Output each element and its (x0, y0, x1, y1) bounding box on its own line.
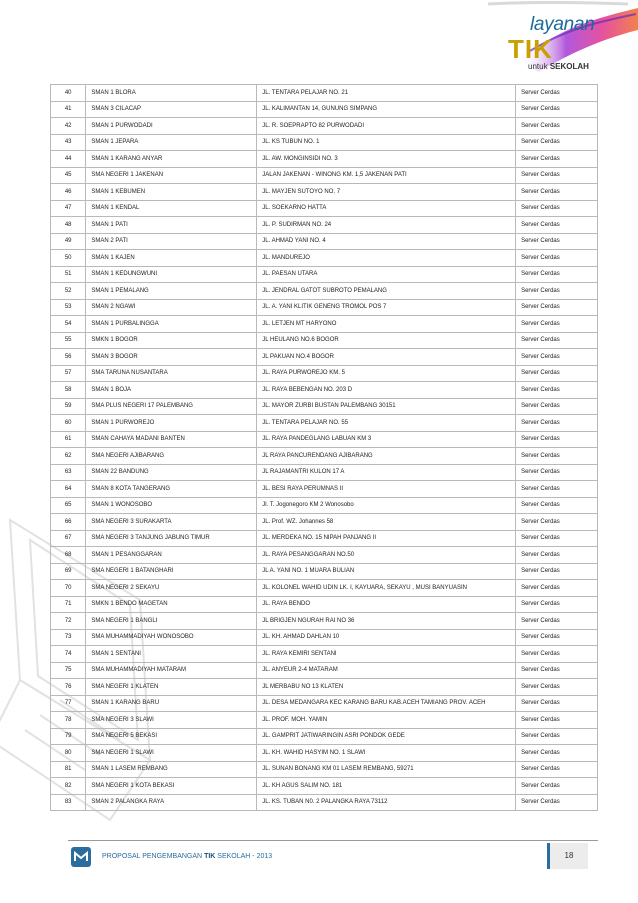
school-address-cell: JL. RAYA KEMIRI SENTANI (257, 646, 516, 663)
school-name-cell: SMAN 1 BOJA (86, 382, 257, 399)
layanan-tik-logo (468, 0, 638, 82)
school-address-cell: JL A. YANI NO. 1 MUARA BULIAN (257, 563, 516, 580)
row-number-cell: 61 (51, 431, 86, 448)
description-cell: Server Cerdas (516, 316, 598, 333)
description-cell: Server Cerdas (516, 332, 598, 349)
footer-prefix: PROPOSAL PENGEMBANGAN (102, 853, 203, 860)
description-cell: Server Cerdas (516, 745, 598, 762)
description-cell: Server Cerdas (516, 794, 598, 811)
school-name-cell: SMAN 1 PEMALANG (86, 283, 257, 300)
school-address-cell: JL. RAYA PURWOREJO KM. 5 (257, 365, 516, 382)
school-name-cell: SMA NEGERI 1 JAKENAN (86, 167, 257, 184)
description-cell: Server Cerdas (516, 200, 598, 217)
school-name-cell: SMA NEGERI AJIBARANG (86, 448, 257, 465)
school-address-cell: JL. KS. TUBAN N0. 2 PALANGKA RAYA 73112 (257, 794, 516, 811)
description-cell: Server Cerdas (516, 580, 598, 597)
footer-suffix: SEKOLAH - 2013 (217, 853, 273, 860)
row-number-cell: 42 (51, 118, 86, 135)
description-cell: Server Cerdas (516, 382, 598, 399)
school-address-cell: JL. RAYA PESANGGARAN NO.50 (257, 547, 516, 564)
table-row (51, 497, 598, 514)
school-name-cell: SMAN 3 BOGOR (86, 349, 257, 366)
school-address-cell: JL. GAMPRIT JATIWARINGIN ASRI PONDOK GEDE (257, 728, 516, 745)
description-cell: Server Cerdas (516, 431, 598, 448)
row-number-cell: 81 (51, 761, 86, 778)
row-number-cell: 43 (51, 134, 86, 151)
table-row (51, 761, 598, 778)
table-row (51, 580, 598, 597)
school-address-cell: JL. LETJEN MT HARYONO (257, 316, 516, 333)
row-number-cell: 60 (51, 415, 86, 432)
school-address-cell: JL. MAYJEN SUTOYO NO. 7 (257, 184, 516, 201)
school-name-cell: SMA NEGERI 3 SLAWI (86, 712, 257, 729)
row-number-cell: 49 (51, 233, 86, 250)
school-address-cell: JL. A. YANI KLITIK GENENG TROMOL POS 7 (257, 299, 516, 316)
description-cell: Server Cerdas (516, 679, 598, 696)
description-cell: Server Cerdas (516, 448, 598, 465)
table-row (51, 481, 598, 498)
school-name-cell: SMA NEGERI 1 KLATEN (86, 679, 257, 696)
school-address-cell: JL. RAYA PANDEGLANG LABUAN KM 3 (257, 431, 516, 448)
school-name-cell: SMA NEGERI 1 BANGLI (86, 613, 257, 630)
school-name-cell: SMA NEGERI 1 BATANGHARI (86, 563, 257, 580)
row-number-cell: 53 (51, 299, 86, 316)
footer-logo-icon (70, 846, 92, 868)
school-address-cell: JL. DESA MEDANGARA KEC KARANG BARU KAB.ACEH TAMIANG PROV. ACEH (257, 695, 516, 712)
row-number-cell: 83 (51, 794, 86, 811)
logo-word: layanan (530, 14, 595, 35)
table-row (51, 745, 598, 762)
school-name-cell: SMA PLUS NEGERI 17 PALEMBANG (86, 398, 257, 415)
table-row (51, 613, 598, 630)
school-name-cell: SMKN 1 BENDO MAGETAN (86, 596, 257, 613)
row-number-cell: 66 (51, 514, 86, 531)
school-name-cell: SMAN 1 KEDUNGWUNI (86, 266, 257, 283)
school-name-cell: SMAN 1 KARANG BARU (86, 695, 257, 712)
row-number-cell: 76 (51, 679, 86, 696)
row-number-cell: 48 (51, 217, 86, 234)
table-row (51, 118, 598, 135)
table-row (51, 794, 598, 811)
school-name-cell: SMAN 1 SENTANI (86, 646, 257, 663)
school-address-cell: JL. R. SOEPRAPTO 82 PURWODADI (257, 118, 516, 135)
row-number-cell: 44 (51, 151, 86, 168)
row-number-cell: 74 (51, 646, 86, 663)
logo-sub-bold: SEKOLAH (549, 62, 589, 71)
description-cell: Server Cerdas (516, 547, 598, 564)
school-address-cell: JL. BESI RAYA PERUMNAS II (257, 481, 516, 498)
school-address-cell: JL. SOEKARNO HATTA (257, 200, 516, 217)
table-row (51, 728, 598, 745)
school-name-cell: SMA NEGERI 3 SURAKARTA (86, 514, 257, 531)
row-number-cell: 65 (51, 497, 86, 514)
school-name-cell: SMAN 1 KENDAL (86, 200, 257, 217)
description-cell: Server Cerdas (516, 101, 598, 118)
table-row (51, 151, 598, 168)
school-name-cell: SMA NEGERI 5 BEKASI (86, 728, 257, 745)
school-name-cell: SMAN 1 PURWODADI (86, 118, 257, 135)
school-name-cell: SMAN 1 PURBALINGGA (86, 316, 257, 333)
table-row (51, 547, 598, 564)
row-number-cell: 46 (51, 184, 86, 201)
footer-proposal-text (102, 853, 272, 860)
description-cell: Server Cerdas (516, 662, 598, 679)
school-name-cell: SMA TARUNA NUSANTARA (86, 365, 257, 382)
row-number-cell: 75 (51, 662, 86, 679)
description-cell: Server Cerdas (516, 398, 598, 415)
description-cell: Server Cerdas (516, 151, 598, 168)
school-address-cell: JL HEULANG NO.6 BOGOR (257, 332, 516, 349)
description-cell: Server Cerdas (516, 134, 598, 151)
school-name-cell: SMA MUHAMMADIYAH MATARAM (86, 662, 257, 679)
school-table (50, 84, 598, 811)
row-number-cell: 68 (51, 547, 86, 564)
school-name-cell: SMAN 1 BLORA (86, 85, 257, 102)
description-cell: Server Cerdas (516, 250, 598, 267)
row-number-cell: 72 (51, 613, 86, 630)
description-cell: Server Cerdas (516, 415, 598, 432)
description-cell: Server Cerdas (516, 761, 598, 778)
table-row (51, 662, 598, 679)
table-row (51, 299, 598, 316)
logo-subtitle (528, 62, 589, 71)
school-address-cell: Jl. T. Jogonegoro KM 2 Wonosobo (257, 497, 516, 514)
table-row (51, 250, 598, 267)
table-row (51, 85, 598, 102)
description-cell: Server Cerdas (516, 217, 598, 234)
description-cell: Server Cerdas (516, 728, 598, 745)
description-cell: Server Cerdas (516, 118, 598, 135)
table-row (51, 316, 598, 333)
school-address-cell: JL. RAYA BEBENGAN NO. 203 D (257, 382, 516, 399)
row-number-cell: 80 (51, 745, 86, 762)
school-address-cell: JL RAYA PANCURENDANG AJIBARANG (257, 448, 516, 465)
school-name-cell: SMAN 3 CILACAP (86, 101, 257, 118)
school-address-cell: JL BRIGJEN NGURAH RAI NO 36 (257, 613, 516, 630)
school-name-cell: SMAN 1 WONOSOBO (86, 497, 257, 514)
table-row (51, 101, 598, 118)
row-number-cell: 79 (51, 728, 86, 745)
row-number-cell: 77 (51, 695, 86, 712)
school-address-cell: JL. PAESAN UTARA (257, 266, 516, 283)
description-cell: Server Cerdas (516, 497, 598, 514)
school-name-cell: SMAN 22 BANDUNG (86, 464, 257, 481)
row-number-cell: 52 (51, 283, 86, 300)
school-name-cell: SMAN 1 LASEM REMBANG (86, 761, 257, 778)
table-row (51, 349, 598, 366)
school-address-cell: JL. JENDRAL GATOT SUBROTO PEMALANG (257, 283, 516, 300)
description-cell: Server Cerdas (516, 299, 598, 316)
school-address-cell: JL RAJAMANTRI KULON 17 A (257, 464, 516, 481)
school-address-cell: JL. SUNAN BONANG KM 01 LASEM REMBANG, 59271 (257, 761, 516, 778)
row-number-cell: 64 (51, 481, 86, 498)
table-row (51, 217, 598, 234)
school-address-cell: JL. TENTARA PELAJAR NO. 21 (257, 85, 516, 102)
table-row (51, 134, 598, 151)
description-cell: Server Cerdas (516, 283, 598, 300)
school-name-cell: SMA NEGERI 2 SEKAYU (86, 580, 257, 597)
table-row (51, 679, 598, 696)
school-name-cell: SMA NEGERI 1 SLAWI (86, 745, 257, 762)
row-number-cell: 54 (51, 316, 86, 333)
description-cell: Server Cerdas (516, 629, 598, 646)
row-number-cell: 56 (51, 349, 86, 366)
table-row (51, 514, 598, 531)
school-table-body (51, 85, 598, 811)
school-name-cell: SMAN 1 PESANGGARAN (86, 547, 257, 564)
school-address-cell: JL PAKUAN NO.4 BOGOR (257, 349, 516, 366)
school-name-cell: SMAN 1 PATI (86, 217, 257, 234)
school-address-cell: JL. MERDEKA NO. 15 NIPAH PANJANG II (257, 530, 516, 547)
school-address-cell: JL. AW. MONGINSIDI NO. 3 (257, 151, 516, 168)
school-address-cell: JL. TENTARA PELAJAR NO. 55 (257, 415, 516, 432)
table-row (51, 382, 598, 399)
school-address-cell: JL. RAYA BENDO (257, 596, 516, 613)
school-name-cell: SMA MUHAMMADIYAH WONOSOBO (86, 629, 257, 646)
school-address-cell: JL. ANYEUR 2-4 MATARAM (257, 662, 516, 679)
row-number-cell: 70 (51, 580, 86, 597)
school-name-cell: SMAN 8 KOTA TANGERANG (86, 481, 257, 498)
logo-sub-prefix: untuk (528, 62, 548, 71)
description-cell: Server Cerdas (516, 646, 598, 663)
school-address-cell: JL. KH. WAHID HASYIM NO. 1 SLAWI (257, 745, 516, 762)
footer-divider (68, 840, 598, 841)
school-address-cell: JL. KH. AHMAD DAHLAN 10 (257, 629, 516, 646)
description-cell: Server Cerdas (516, 778, 598, 795)
footer-tik: TIK (204, 853, 216, 860)
row-number-cell: 73 (51, 629, 86, 646)
school-name-cell: SMAN CAHAYA MADANI BANTEN (86, 431, 257, 448)
description-cell: Server Cerdas (516, 184, 598, 201)
table-row (51, 563, 598, 580)
table-row (51, 200, 598, 217)
table-row (51, 184, 598, 201)
table-row (51, 365, 598, 382)
school-address-cell: JL. KALIMANTAN 14, GUNUNG SIMPANG (257, 101, 516, 118)
school-name-cell: SMAN 2 NGAWI (86, 299, 257, 316)
logo-tik: TIK (508, 34, 553, 64)
table-row (51, 398, 598, 415)
description-cell: Server Cerdas (516, 613, 598, 630)
description-cell: Server Cerdas (516, 167, 598, 184)
row-number-cell: 58 (51, 382, 86, 399)
school-name-cell: SMA NEGERI 3 TANJUNG JABUNG TIMUR (86, 530, 257, 547)
table-row (51, 415, 598, 432)
description-cell: Server Cerdas (516, 530, 598, 547)
table-row (51, 283, 598, 300)
school-address-cell: JL. MANDUREJO (257, 250, 516, 267)
school-address-cell: JL. PROF. MOH. YAMIN (257, 712, 516, 729)
school-name-cell: SMKN 1 BOGOR (86, 332, 257, 349)
table-row (51, 695, 598, 712)
row-number-cell: 71 (51, 596, 86, 613)
school-address-cell: JL. MAYOR ZURBI BUSTAN PALEMBANG 30151 (257, 398, 516, 415)
row-number-cell: 78 (51, 712, 86, 729)
school-name-cell: SMAN 1 KEBUMEN (86, 184, 257, 201)
page-number: 18 (547, 843, 588, 869)
school-address-cell: JL. KOLONEL WAHID UDIN LK. I, KAYUARA, SEKAYU , MUSI BANYUASIN (257, 580, 516, 597)
school-address-cell: JL. Prof. WZ. Johannes 58 (257, 514, 516, 531)
table-row (51, 266, 598, 283)
row-number-cell: 51 (51, 266, 86, 283)
school-address-cell: JL. KS TUBUN NO. 1 (257, 134, 516, 151)
description-cell: Server Cerdas (516, 464, 598, 481)
table-row (51, 431, 598, 448)
table-row (51, 167, 598, 184)
row-number-cell: 40 (51, 85, 86, 102)
description-cell: Server Cerdas (516, 695, 598, 712)
row-number-cell: 63 (51, 464, 86, 481)
description-cell: Server Cerdas (516, 514, 598, 531)
description-cell: Server Cerdas (516, 266, 598, 283)
school-name-cell: SMAN 2 PATI (86, 233, 257, 250)
table-row (51, 332, 598, 349)
row-number-cell: 41 (51, 101, 86, 118)
table-row (51, 646, 598, 663)
school-name-cell: SMAN 1 PURWOREJO (86, 415, 257, 432)
school-address-cell: JL. KH AGUS SALIM NO. 181 (257, 778, 516, 795)
school-name-cell: SMAN 1 JEPARA (86, 134, 257, 151)
school-name-cell: SMAN 1 KAJEN (86, 250, 257, 267)
row-number-cell: 45 (51, 167, 86, 184)
row-number-cell: 47 (51, 200, 86, 217)
table-row (51, 778, 598, 795)
row-number-cell: 69 (51, 563, 86, 580)
school-address-cell: JALAN JAKENAN - WINONG KM. 1,5 JAKENAN PATI (257, 167, 516, 184)
school-name-cell: SMA NEGERI 1 KOTA BEKASI (86, 778, 257, 795)
school-address-cell: JL. P. SUDIRMAN NO. 24 (257, 217, 516, 234)
description-cell: Server Cerdas (516, 481, 598, 498)
description-cell: Server Cerdas (516, 596, 598, 613)
table-row (51, 233, 598, 250)
description-cell: Server Cerdas (516, 233, 598, 250)
description-cell: Server Cerdas (516, 85, 598, 102)
row-number-cell: 62 (51, 448, 86, 465)
row-number-cell: 82 (51, 778, 86, 795)
description-cell: Server Cerdas (516, 349, 598, 366)
school-name-cell: SMAN 2 PALANGKA RAYA (86, 794, 257, 811)
table-row (51, 596, 598, 613)
school-name-cell: SMAN 1 KARANG ANYAR (86, 151, 257, 168)
school-address-cell: JL MERBABU NO 13 KLATEN (257, 679, 516, 696)
table-row (51, 629, 598, 646)
school-address-cell: JL. AHMAD YANI NO. 4 (257, 233, 516, 250)
row-number-cell: 59 (51, 398, 86, 415)
table-row (51, 530, 598, 547)
row-number-cell: 67 (51, 530, 86, 547)
table-row (51, 464, 598, 481)
description-cell: Server Cerdas (516, 563, 598, 580)
row-number-cell: 57 (51, 365, 86, 382)
table-row (51, 712, 598, 729)
row-number-cell: 55 (51, 332, 86, 349)
description-cell: Server Cerdas (516, 712, 598, 729)
row-number-cell: 50 (51, 250, 86, 267)
description-cell: Server Cerdas (516, 365, 598, 382)
table-row (51, 448, 598, 465)
